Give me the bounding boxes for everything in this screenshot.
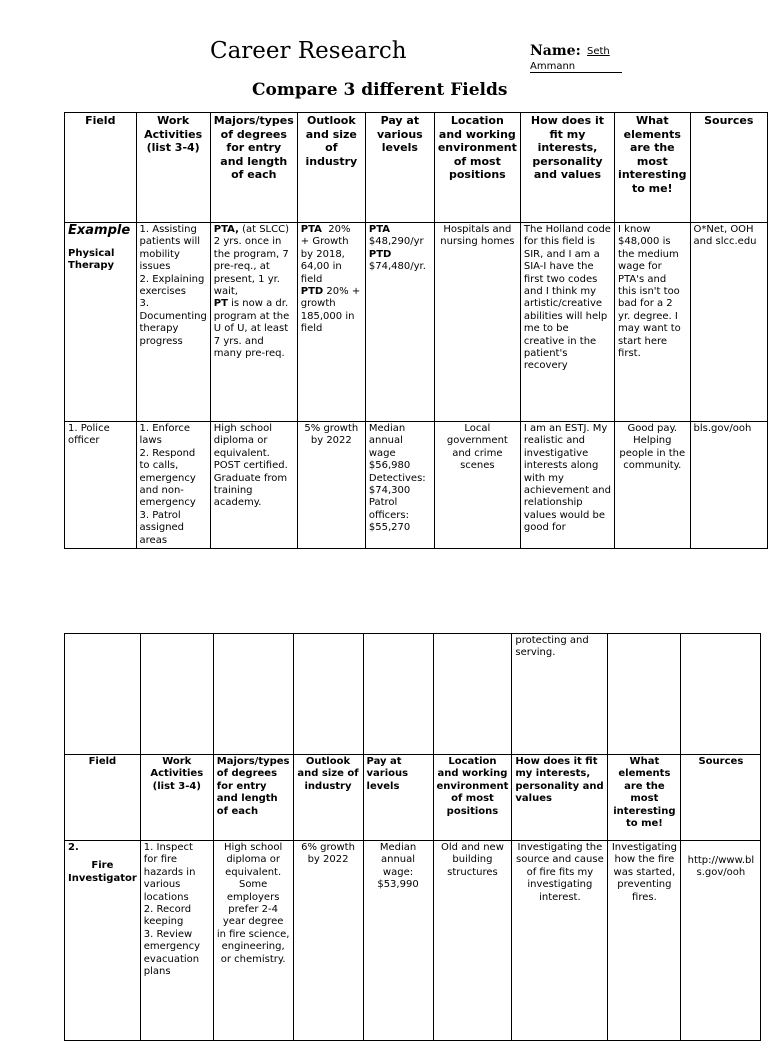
row2-majors: High school diploma or equivalent. Some employers prefer 2-4 year degree in fire science, engineering, or chemistry.: [213, 841, 293, 1041]
example-pay-pta-value: $48,290/yr: [368, 236, 424, 248]
row1-pay: Median annual wage $56,980 Detectives: $74,300 Patrol officers: $55,270: [365, 422, 434, 549]
example-pay-pta-label: PTA: [368, 224, 390, 235]
page-subtitle: Compare 3 different Fields: [252, 80, 508, 100]
header-location: Location and working environment of most positions: [434, 113, 520, 223]
header-row: [65, 113, 768, 223]
example-label: Example: [68, 223, 131, 238]
example-outlook-pta-label: PTA: [300, 224, 322, 235]
row2-sources: http://www.bls.gov/ooh: [681, 841, 761, 1041]
row1-field: 1. Police officer: [65, 422, 137, 549]
header-elements: What elements are the most interesting to me!: [615, 113, 690, 223]
example-fit: The Holland code for this field is SIR, and I am a SIA-I have the first two codes and I think my artistic/creative abilities will help me to be creative in the patient's recovery: [520, 223, 614, 422]
row2-outlook: 6% growth by 2022: [293, 841, 363, 1041]
header-work-activities: Work Activities (list 3-4): [136, 113, 210, 223]
example-pay-ptd-label: PTD: [368, 248, 392, 260]
header2-work-activities: Work Activities (list 3-4): [140, 755, 213, 841]
career-table-1: [64, 112, 768, 549]
row1-fit-continued: protecting and serving.: [512, 634, 608, 755]
example-location: Hospitals and nursing homes: [434, 223, 520, 422]
example-pay-ptd-value: $74,480/yr.: [368, 261, 426, 273]
header2-majors: Majors/types of degrees for entry and length of each: [213, 755, 293, 841]
row2-elements: Investigating how the fire was started, preventing fires.: [608, 841, 681, 1041]
career-row-2: [65, 841, 761, 1041]
row1-majors: High school diploma or equivalent. POST certified. Graduate from training academy.: [210, 422, 297, 549]
row1-location: Local government and crime scenes: [434, 422, 520, 549]
header-field: Field: [65, 113, 137, 223]
example-outlook-pta-text: 20% + Growth by 2018, 64,00 in field: [300, 224, 354, 285]
header-fit: How does it fit my interests, personality and values: [520, 113, 614, 223]
example-majors: [210, 223, 297, 422]
example-majors-pt-text: is now a dr. program at the U of U, at least 7 yrs. and many pre-req.: [213, 298, 290, 360]
page-title: Career Research: [210, 38, 407, 64]
name-label: Name:: [530, 43, 581, 59]
example-field-cell: [65, 223, 137, 422]
row2-field-cell: [65, 841, 141, 1041]
example-outlook-ptd-label: PTD: [300, 286, 324, 298]
example-work: 1. Assisting patients will mobility issues 2. Explaining exercises 3. Documenting therapy progress: [136, 223, 210, 422]
row1-work: 1. Enforce laws 2. Respond to calls, emergency and non-emergency 3. Patrol assigned areas: [136, 422, 210, 549]
example-majors-pt-label: PT: [213, 298, 228, 310]
row2-fit: Investigating the source and cause of fire fits my investigating interest.: [512, 841, 608, 1041]
row1-sources: bls.gov/ooh: [690, 422, 767, 549]
row1-outlook: 5% growth by 2022: [297, 422, 365, 549]
example-outlook-ptd-text: 20% + growth 185,000 in field: [300, 286, 361, 335]
header-outlook: Outlook and size of industry: [297, 113, 365, 223]
row1-fit: I am an ESTJ. My realistic and investigative interests along with my achievement and relationship values would be good for: [520, 422, 614, 549]
header2-location: Location and working environment of most positions: [433, 755, 512, 841]
example-outlook: [297, 223, 365, 422]
example-sources: O*Net, OOH and slcc.edu: [690, 223, 767, 422]
header2-field: Field: [65, 755, 141, 841]
row2-location: Old and new building structures: [433, 841, 512, 1041]
example-majors-pta-label: PTA,: [213, 224, 239, 235]
example-majors-pta-text: (at SLCC) 2 yrs. once in the program, 7 pre-req., at present, 1 yr. wait,: [213, 224, 289, 298]
example-pay: [365, 223, 434, 422]
header2-pay: Pay at various levels: [363, 755, 433, 841]
row1-elements: Good pay. Helping people in the community.: [615, 422, 690, 549]
example-field-name: Physical Therapy: [68, 248, 115, 272]
row2-pay: Median annual wage: $53,990: [363, 841, 433, 1041]
name-value: Seth: [587, 46, 610, 57]
header2-elements: What elements are the most interesting to me!: [608, 755, 681, 841]
example-elements: I know $48,000 is the medium wage for PTA's and this isn't too bad for a 2 yr. degree. I may want to start here first.: [615, 223, 690, 422]
career-table-2: [64, 633, 761, 1041]
row2-field-name: Fire Investigator: [68, 860, 137, 884]
header2-outlook: Outlook and size of industry: [293, 755, 363, 841]
career-row-1: [65, 422, 768, 549]
header-sources: Sources: [690, 113, 767, 223]
header-row-2: [65, 755, 761, 841]
header2-fit: How does it fit my interests, personality and values: [512, 755, 608, 841]
example-row: [65, 223, 768, 422]
header2-sources: Sources: [681, 755, 761, 841]
header-pay: Pay at various levels: [365, 113, 434, 223]
header-majors: Majors/types of degrees for entry and length of each: [210, 113, 297, 223]
row1-continued: [65, 634, 761, 755]
row2-work: 1. Inspect for fire hazards in various locations 2. Record keeping 3. Review emergency evacuation plans: [140, 841, 213, 1041]
row2-field-num: 2.: [68, 842, 79, 853]
name-value-line2: Ammann: [530, 61, 622, 73]
